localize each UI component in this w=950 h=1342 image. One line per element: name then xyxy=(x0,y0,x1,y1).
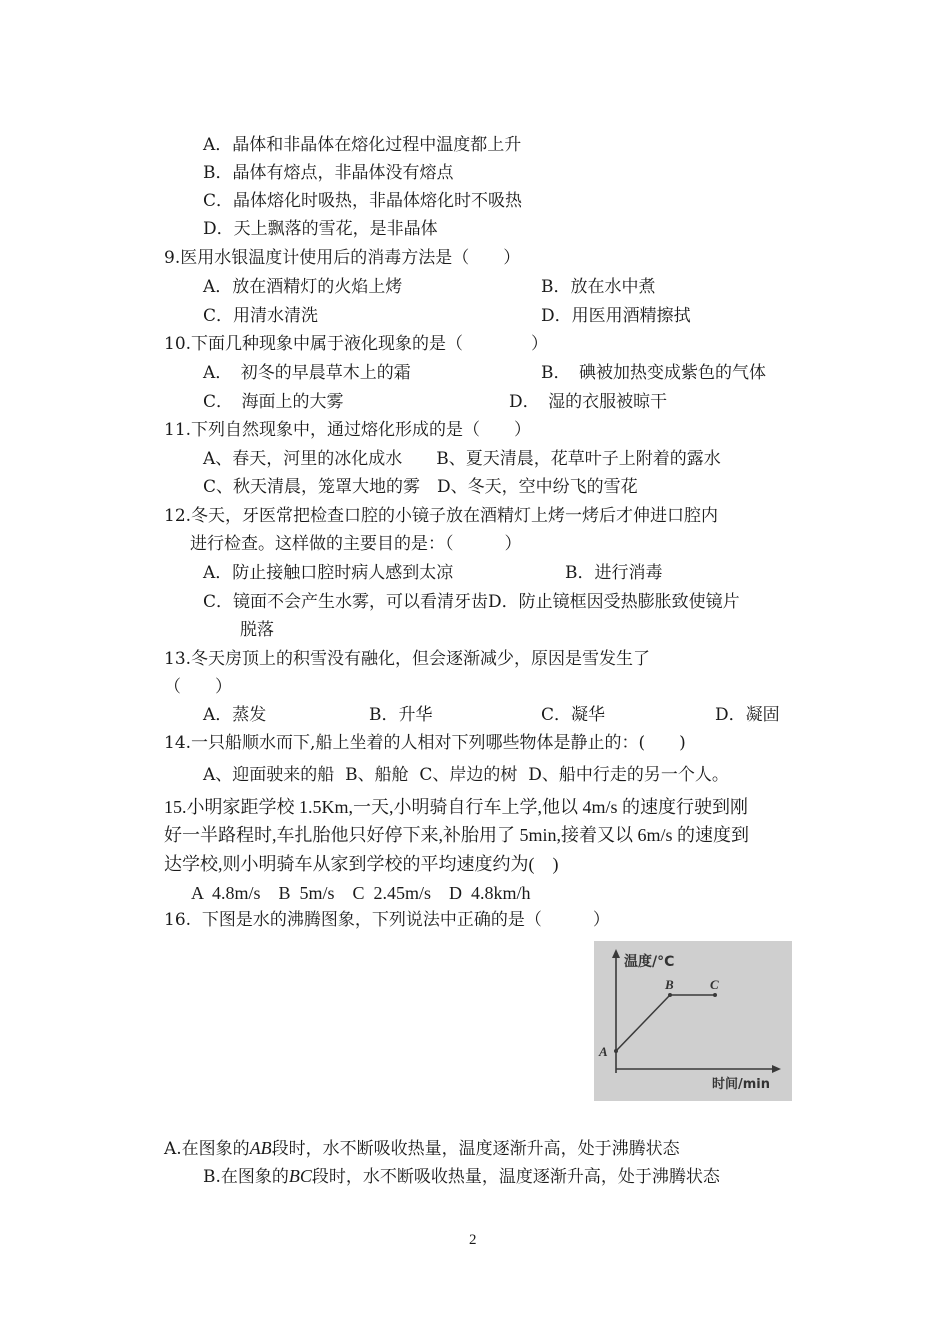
q12-option-b: B．进行消毒 xyxy=(565,563,663,583)
q8-option-c: C．晶体熔化时吸热，非晶体熔化时不吸热 xyxy=(203,191,523,211)
q16-option-b-segment: BC xyxy=(288,1166,312,1186)
q16-option-a-prefix: A.在图象的 xyxy=(164,1139,250,1159)
q12-stem-line1: 12.冬天，牙医常把检查口腔的小镜子放在酒精灯上烤一烤后才伸进口腔内 xyxy=(164,506,719,526)
q14-options: A、迎面驶来的船 B、船舱 C、岸边的树 D、船中行走的另一个人。 xyxy=(203,765,729,785)
point-c-marker xyxy=(713,993,717,997)
page-number: 2 xyxy=(469,1232,477,1248)
q15-stem-line3: 达学校,则小明骑车从家到学校的平均速度约为( ) xyxy=(164,854,559,874)
q10-option-c: C． 海面上的大雾 xyxy=(203,392,344,412)
q12-option-a: A．防止接触口腔时病人感到太凉 xyxy=(203,563,454,583)
q10-option-b: B． 碘被加热变成紫色的气体 xyxy=(541,363,766,383)
q8-option-b: B．晶体有熔点，非晶体没有熔点 xyxy=(203,163,454,183)
q9-option-b: B．放在水中煮 xyxy=(541,277,656,297)
x-axis-label: 时间/min xyxy=(712,1077,771,1092)
boiling-graph xyxy=(594,941,792,1101)
q10-stem: 10.下面几种现象中属于液化现象的是（ ） xyxy=(164,334,549,354)
q16-option-b-text: 段时，水不断吸收热量，温度逐渐升高，处于沸腾状态 xyxy=(311,1167,720,1187)
q14-stem: 14.一只船顺水而下,船上坐着的人相对下列哪些物体是静止的：( ) xyxy=(164,733,686,753)
segment-ab xyxy=(616,995,670,1051)
point-a-label: A xyxy=(599,1044,608,1059)
q9-stem: 9.医用水银温度计使用后的消毒方法是（ ） xyxy=(164,248,521,268)
q15-options: A 4.8m/s B 5m/s C 2.45m/s D 4.8km/h xyxy=(191,883,531,903)
q9-option-c: C．用清水清洗 xyxy=(203,306,319,326)
q11-options-cd: C、秋天清晨，笼罩大地的雾 D、冬天，空中纷飞的雪花 xyxy=(203,477,638,497)
q11-stem: 11.下列自然现象中，通过熔化形成的是（ ） xyxy=(164,420,532,440)
q13-option-c: C．凝华 xyxy=(541,705,606,725)
point-a-marker xyxy=(614,1049,618,1053)
boiling-graph-svg xyxy=(594,941,792,1101)
q15-stem-line2: 好一半路程时,车扎胎他只好停下来,补胎用了 5min,接着又以 6m/s 的速度到 xyxy=(164,825,750,845)
q16-stem: 16. 下图是水的沸腾图象，下列说法中正确的是（ ） xyxy=(164,910,610,930)
point-b-marker xyxy=(668,993,672,997)
q11-options-ab: A、春天，河里的冰化成水 B、夏天清晨，花草叶子上附着的露水 xyxy=(203,449,721,469)
q13-option-a: A．蒸发 xyxy=(203,705,267,725)
q12-options-cd: C．镜面不会产生水雾，可以看清牙齿D．防止镜框因受热膨胀致使镜片 xyxy=(203,592,740,612)
q13-option-d: D．凝固 xyxy=(715,705,780,725)
q8-option-a: A．晶体和非晶体在熔化过程中温度都上升 xyxy=(203,135,522,155)
q16-option-b-prefix: B.在图象的 xyxy=(203,1167,289,1187)
q8-option-d: D．天上飘落的雪花，是非晶体 xyxy=(203,219,438,239)
y-axis-arrow xyxy=(612,949,620,958)
q16-option-b xyxy=(203,1164,720,1189)
q15-stem-line1: 15.小明家距学校 1.5Km,一天,小明骑自行车上学,他以 4m/s 的速度行驶到刚 xyxy=(164,797,749,817)
q9-option-a: A．放在酒精灯的火焰上烤 xyxy=(203,277,403,297)
q9-option-d: D．用医用酒精擦拭 xyxy=(541,306,691,326)
q12-stem-line2: 进行检查。这样做的主要目的是：（ ） xyxy=(190,534,522,554)
x-axis-arrow xyxy=(772,1065,781,1073)
q16-option-a-text: 段时，水不断吸收热量，温度逐渐升高，处于沸腾状态 xyxy=(271,1139,680,1159)
q12-option-d-continued: 脱落 xyxy=(240,620,274,640)
q16-option-a xyxy=(164,1136,680,1161)
point-c-label: C xyxy=(710,977,719,992)
q16-option-a-segment: AB xyxy=(249,1138,272,1158)
q13-stem-line1: 13.冬天房顶上的积雪没有融化，但会逐渐减少，原因是雪发生了 xyxy=(164,649,651,669)
q10-option-a: A． 初冬的早晨草木上的霜 xyxy=(203,363,411,383)
q13-option-b: B．升华 xyxy=(369,705,433,725)
point-b-label: B xyxy=(665,977,674,992)
q10-option-d: D． 湿的衣服被晾干 xyxy=(509,392,668,412)
y-axis-label: 温度/°C xyxy=(624,954,675,970)
q13-stem-line2: （ ） xyxy=(164,677,232,697)
